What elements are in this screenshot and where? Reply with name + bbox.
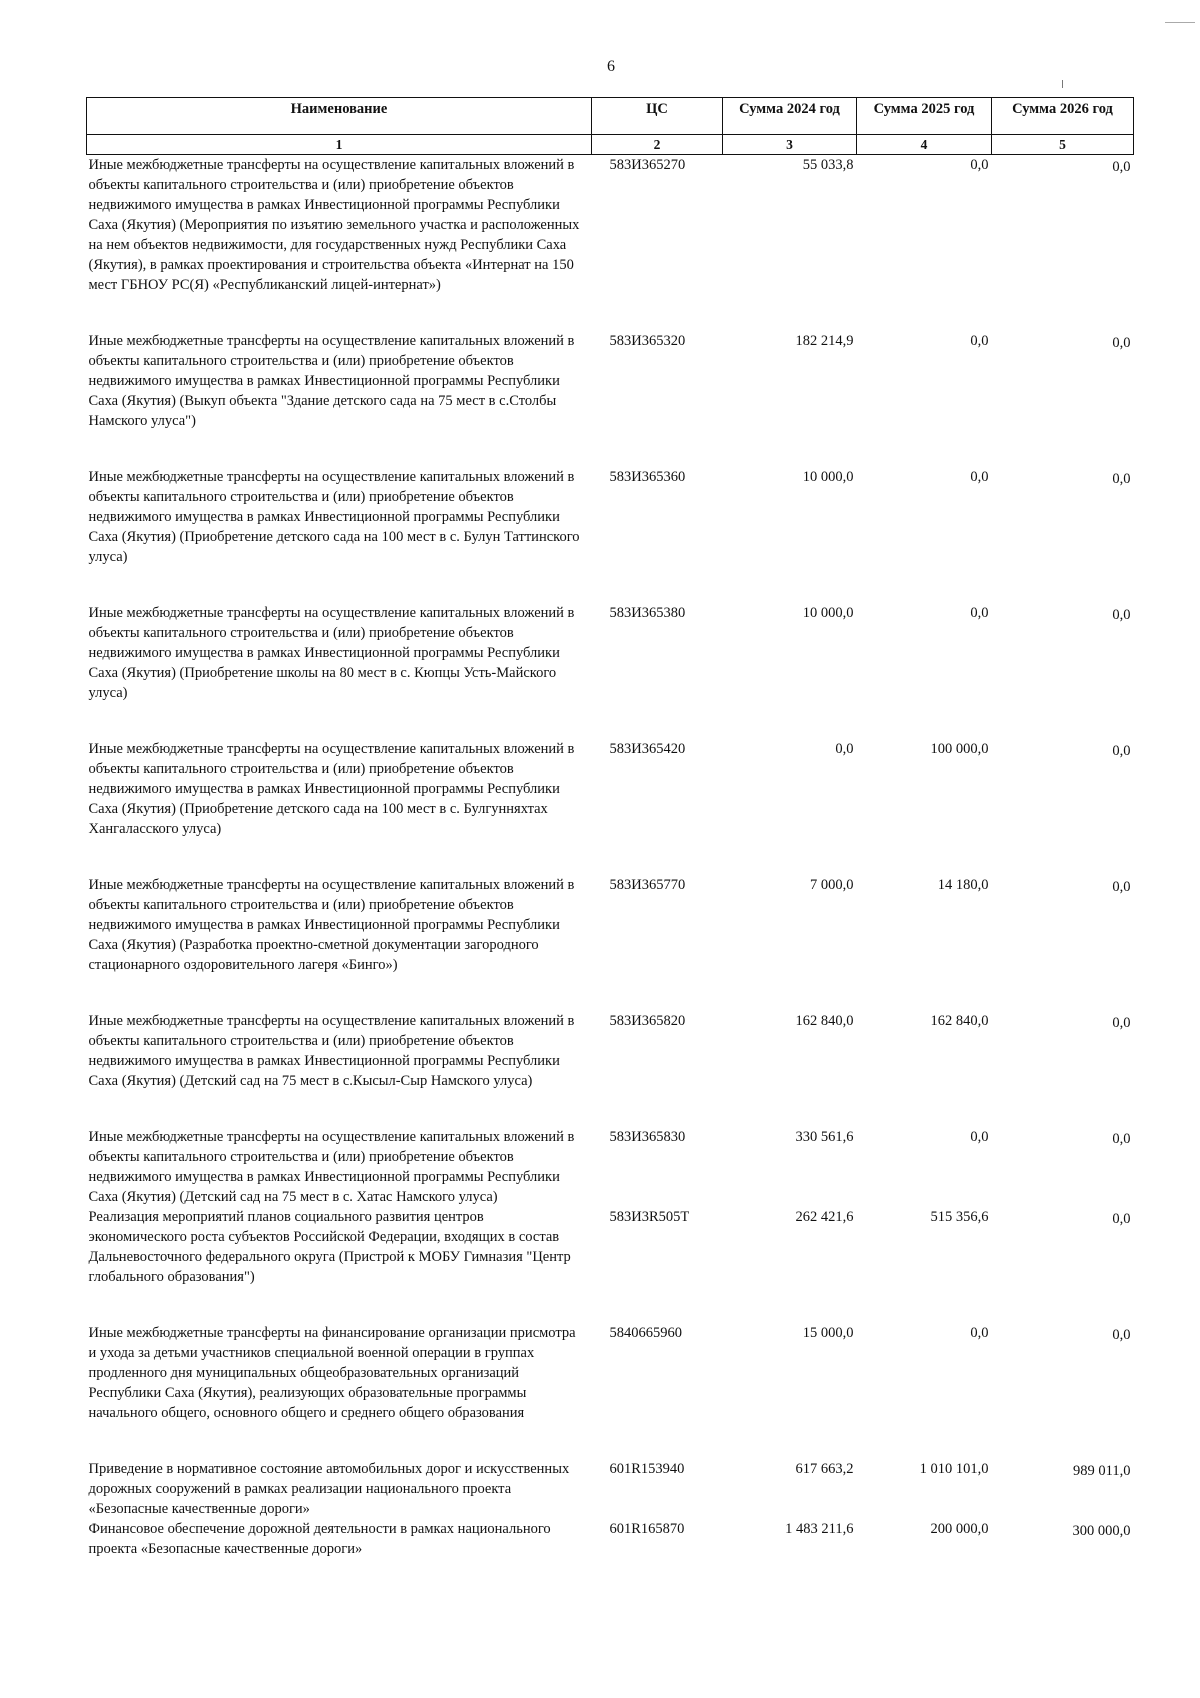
row-sum-2026: 0,0: [1112, 1327, 1131, 1343]
row-code: 601R153940: [609, 1461, 685, 1477]
row-name: Иные межбюджетные трансферты на осуществление капитальных вложений в объекты капитального строительства и (или) приобретение объектов недвижимого имущества в рамках Инвестиционной программы Республики Саха (Якутия) (Приобретение школы на 80 мест в с. Кюпцы Усть-Майского улуса): [88, 605, 575, 701]
table-row: [87, 603, 1134, 739]
row-sum-2025: 1 010 101,0: [919, 1461, 989, 1477]
row-sum-2026: 0,0: [1112, 743, 1131, 759]
row-code: 583И365320: [609, 333, 686, 349]
table-row: [87, 739, 1134, 875]
row-name: Финансовое обеспечение дорожной деятельности в рамках национального проекта «Безопасные качественные дороги»: [88, 1521, 551, 1557]
table-row: [87, 1011, 1134, 1127]
row-sum-2024: 330 561,6: [795, 1129, 854, 1145]
row-sum-2026: 0,0: [1112, 879, 1131, 895]
table-row: [87, 155, 1134, 332]
scan-tick-mark: [1062, 80, 1063, 88]
table-row: [87, 1127, 1134, 1207]
header-code: ЦС: [592, 98, 723, 135]
row-name: Иные межбюджетные трансферты на финансирование организации присмотра и ухода за детьми участников специальной военной операции в группах продленного дня муниципальных общеобразовательных организаций Республики Саха (Якутия), реализующих образовательные программы начального общего, основного общего и среднего общего образования: [88, 1325, 576, 1421]
table-row: [87, 875, 1134, 1011]
scan-mark: [1165, 22, 1195, 23]
row-sum-2025: 515 356,6: [930, 1209, 989, 1225]
column-number: 4: [857, 135, 992, 155]
header-sum-2025: Сумма 2025 год: [857, 98, 992, 135]
row-code: 583И365830: [609, 1129, 686, 1145]
row-sum-2025: 14 180,0: [937, 877, 989, 893]
row-sum-2024: 162 840,0: [795, 1013, 854, 1029]
row-sum-2026: 0,0: [1112, 607, 1131, 623]
row-code: 583И365270: [609, 157, 686, 173]
table-row: [87, 467, 1134, 603]
row-sum-2025: 200 000,0: [930, 1521, 989, 1537]
row-sum-2026: 0,0: [1112, 335, 1131, 351]
row-name: Иные межбюджетные трансферты на осуществление капитальных вложений в объекты капитального строительства и (или) приобретение объектов недвижимого имущества в рамках Инвестиционной программы Республики Саха (Якутия) (Мероприятия по изъятию земельного участка и расположенных на нем объектов недвижимости, для государственных нужд Республики Саха (Якутия), в рамках проектирования и строительства объекта «Интернат на 150 мест ГБНОУ РС(Я) «Республиканский лицей-интернат»): [88, 157, 580, 293]
row-sum-2024: 0,0: [835, 741, 854, 757]
row-code: 583И365770: [609, 877, 686, 893]
row-sum-2024: 182 214,9: [795, 333, 854, 349]
row-code: 583И365820: [609, 1013, 686, 1029]
row-sum-2025: 100 000,0: [930, 741, 989, 757]
row-name: Иные межбюджетные трансферты на осуществление капитальных вложений в объекты капитального строительства и (или) приобретение объектов недвижимого имущества в рамках Инвестиционной программы Республики Саха (Якутия) (Разработка проектно-сметной документации загородного стационарного оздоровительного лагеря «Бинго»): [88, 877, 575, 973]
header-sum-2024: Сумма 2024 год: [723, 98, 857, 135]
row-sum-2024: 262 421,6: [795, 1209, 854, 1225]
row-sum-2024: 15 000,0: [802, 1325, 854, 1341]
row-sum-2026: 0,0: [1112, 159, 1131, 175]
row-code: 601R165870: [609, 1521, 685, 1537]
table-row: [87, 331, 1134, 467]
row-name: Иные межбюджетные трансферты на осуществление капитальных вложений в объекты капитального строительства и (или) приобретение объектов недвижимого имущества в рамках Инвестиционной программы Республики Саха (Якутия) (Приобретение детского сада на 100 мест в с. Булгунняхтах Хангаласского улуса): [88, 741, 575, 837]
row-sum-2024: 7 000,0: [810, 877, 854, 893]
row-code: 5840665960: [609, 1325, 682, 1341]
column-number: 1: [87, 135, 592, 155]
column-number-row: [87, 135, 1134, 155]
row-sum-2024: 10 000,0: [802, 605, 854, 621]
row-sum-2025: 0,0: [970, 605, 989, 621]
row-sum-2026: 0,0: [1112, 1015, 1131, 1031]
row-name: Иные межбюджетные трансферты на осуществление капитальных вложений в объекты капитального строительства и (или) приобретение объектов недвижимого имущества в рамках Инвестиционной программы Республики Саха (Якутия) (Детский сад на 75 мест в с. Хатас Намского улуса): [88, 1129, 575, 1205]
row-name: Иные межбюджетные трансферты на осуществление капитальных вложений в объекты капитального строительства и (или) приобретение объектов недвижимого имущества в рамках Инвестиционной программы Республики Саха (Якутия) (Выкуп объекта "Здание детского сада на 75 мест в с.Столбы Намского улуса"): [88, 333, 575, 429]
column-number: 2: [592, 135, 723, 155]
row-sum-2026: 0,0: [1112, 1211, 1131, 1227]
column-number: 3: [723, 135, 857, 155]
row-sum-2026: 0,0: [1112, 471, 1131, 487]
row-code: 583И3R505Т: [609, 1209, 690, 1225]
row-sum-2024: 55 033,8: [802, 157, 854, 173]
row-sum-2025: 162 840,0: [930, 1013, 989, 1029]
row-code: 583И365420: [609, 741, 686, 757]
budget-table: [86, 97, 1134, 1559]
header-row: [87, 98, 1134, 135]
table-row: [87, 1323, 1134, 1459]
header-name: Наименование: [87, 98, 592, 135]
row-name: Реализация мероприятий планов социального развития центров экономического роста субъектов Российской Федерации, входящих в состав Дальневосточного федерального округа (Пристрой к МОБУ Гимназия "Центр глобального образования"): [88, 1209, 571, 1285]
table-row: [87, 1207, 1134, 1323]
row-code: 583И365380: [609, 605, 686, 621]
header-sum-2026: Сумма 2026 год: [992, 98, 1134, 135]
row-sum-2024: 617 663,2: [795, 1461, 854, 1477]
row-sum-2026: 989 011,0: [1073, 1463, 1131, 1479]
row-name: Иные межбюджетные трансферты на осуществление капитальных вложений в объекты капитального строительства и (или) приобретение объектов недвижимого имущества в рамках Инвестиционной программы Республики Саха (Якутия) (Приобретение детского сада на 100 мест в с. Булун Таттинского улуса): [88, 469, 580, 565]
row-name: Приведение в нормативное состояние автомобильных дорог и искусственных дорожных сооружений в рамках реализации национального проекта «Безопасные качественные дороги»: [88, 1461, 570, 1517]
row-name: Иные межбюджетные трансферты на осуществление капитальных вложений в объекты капитального строительства и (или) приобретение объектов недвижимого имущества в рамках Инвестиционной программы Республики Саха (Якутия) (Детский сад на 75 мест в с.Кысыл-Сыр Намского улуса): [88, 1013, 575, 1089]
column-number: 5: [992, 135, 1134, 155]
row-sum-2024: 10 000,0: [802, 469, 854, 485]
row-sum-2025: 0,0: [970, 157, 989, 173]
table-row: [87, 1519, 1134, 1559]
table-row: [87, 1459, 1134, 1519]
row-code: 583И365360: [609, 469, 686, 485]
row-sum-2025: 0,0: [970, 333, 989, 349]
row-sum-2025: 0,0: [970, 1325, 989, 1341]
row-sum-2026: 300 000,0: [1072, 1523, 1131, 1539]
page-number: 6: [607, 58, 615, 75]
row-sum-2025: 0,0: [970, 1129, 989, 1145]
row-sum-2025: 0,0: [970, 469, 989, 485]
row-sum-2026: 0,0: [1112, 1131, 1131, 1147]
row-sum-2024: 1 483 211,6: [785, 1521, 854, 1537]
